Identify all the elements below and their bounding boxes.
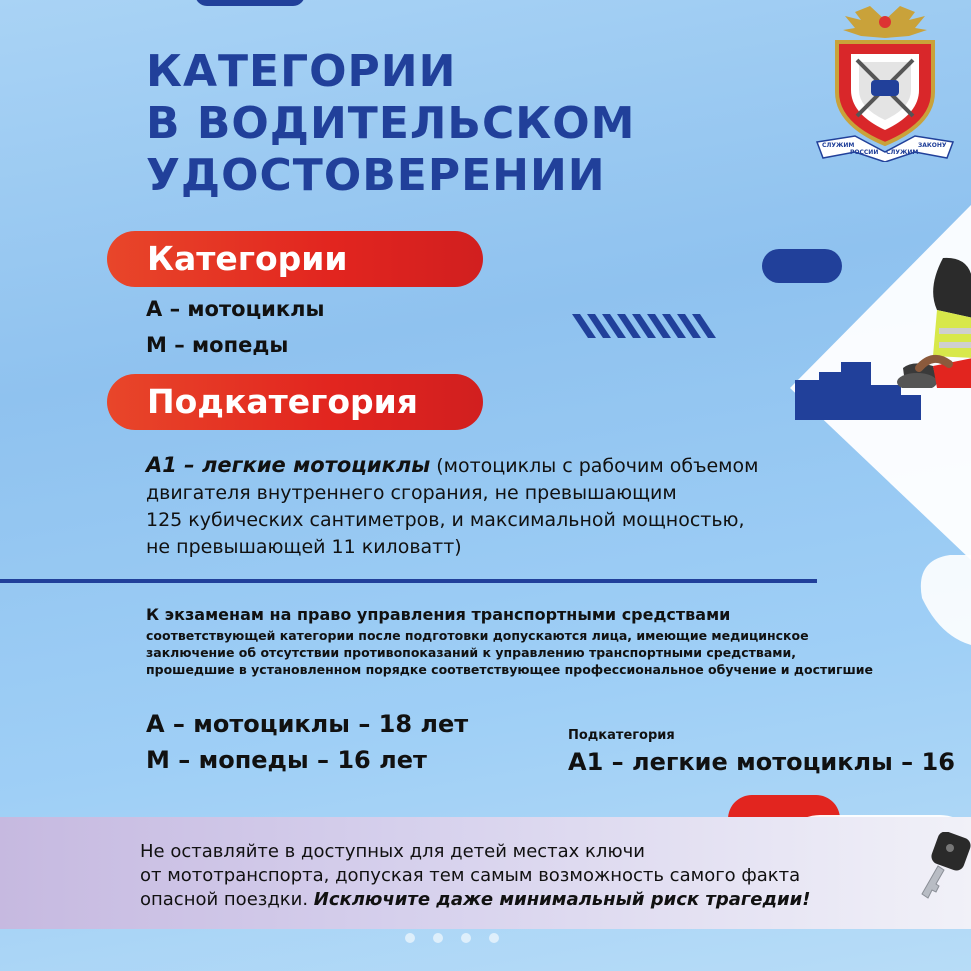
age-item: А – мотоциклы – 18 лет bbox=[146, 710, 469, 738]
skyline-building bbox=[901, 395, 921, 420]
warning-text bbox=[140, 840, 920, 912]
warning-line: Не оставляйте в доступных для детей местах ключи bbox=[140, 841, 645, 862]
ages-list bbox=[146, 706, 468, 778]
warning-emphasis: Исключите даже минимальный риск трагедии! bbox=[313, 889, 811, 910]
subcategory-heading-pill: Подкатегория bbox=[107, 374, 483, 430]
skyline-building bbox=[841, 362, 871, 420]
right-white-shape-deco bbox=[921, 555, 971, 645]
skyline-building bbox=[795, 380, 819, 420]
warning-line: опасной поездки. bbox=[140, 889, 314, 910]
subcategory-age-label: Подкатегория bbox=[568, 728, 675, 743]
navy-pill-deco bbox=[762, 249, 842, 283]
exam-title: К экзаменам на право управления транспортными средствами bbox=[146, 605, 731, 624]
exam-text bbox=[146, 627, 873, 678]
exam-line: соответствующей категории после подготовки допускаются лица, имеющие медицинское bbox=[146, 628, 809, 643]
top-pill-deco bbox=[195, 0, 305, 6]
page-title bbox=[146, 46, 635, 202]
motorcyclist-illustration bbox=[893, 248, 971, 388]
categories-heading-pill: Категории bbox=[107, 231, 483, 287]
description-line: не превышающей 11 киловатт) bbox=[146, 536, 462, 558]
description-line: (мотоциклы с рабочим объемом bbox=[430, 455, 759, 477]
title-line: КАТЕГОРИИ bbox=[146, 46, 457, 97]
age-item: М – мопеды – 16 лет bbox=[146, 746, 427, 774]
warning-line: от мототранспорта, допуская тем самым возможность самого факта bbox=[140, 865, 801, 886]
subcategory-age-item: А1 – легкие мотоциклы – 16 bbox=[568, 748, 955, 776]
title-line: В ВОДИТЕЛЬСКОМ bbox=[146, 98, 636, 149]
ribbon-word: СЛУЖИМ bbox=[886, 149, 919, 156]
description-line: 125 кубических сантиметров, и максимальной мощностью, bbox=[146, 509, 745, 531]
categories-list bbox=[146, 291, 324, 363]
ribbon-word: ЗАКОНУ bbox=[918, 142, 947, 149]
exam-line: заключение об отсутствии противопоказаний к управлению транспортными средствами, bbox=[146, 645, 796, 660]
key-icon bbox=[912, 832, 971, 902]
ribbon-word: СЛУЖИМ bbox=[822, 142, 855, 149]
category-item: М – мопеды bbox=[146, 333, 289, 357]
exam-line: прошедшие в установленном порядке соответствующее профессиональное обучение и достигшие bbox=[146, 662, 874, 677]
category-item: А – мотоциклы bbox=[146, 297, 325, 321]
description-line: двигателя внутреннего сгорания, не превышающим bbox=[146, 482, 677, 504]
section-divider bbox=[0, 579, 817, 583]
stripes-deco bbox=[572, 314, 716, 338]
dots-deco bbox=[405, 933, 499, 943]
police-emblem bbox=[815, 2, 955, 162]
title-line: УДОСТОВЕРЕНИИ bbox=[146, 150, 606, 201]
subcategory-description bbox=[146, 452, 926, 561]
ribbon-word: РОССИИ bbox=[850, 149, 879, 156]
subcategory-lead: А1 – легкие мотоциклы bbox=[146, 453, 431, 477]
skyline-building bbox=[871, 385, 901, 420]
skyline-building bbox=[819, 372, 841, 420]
